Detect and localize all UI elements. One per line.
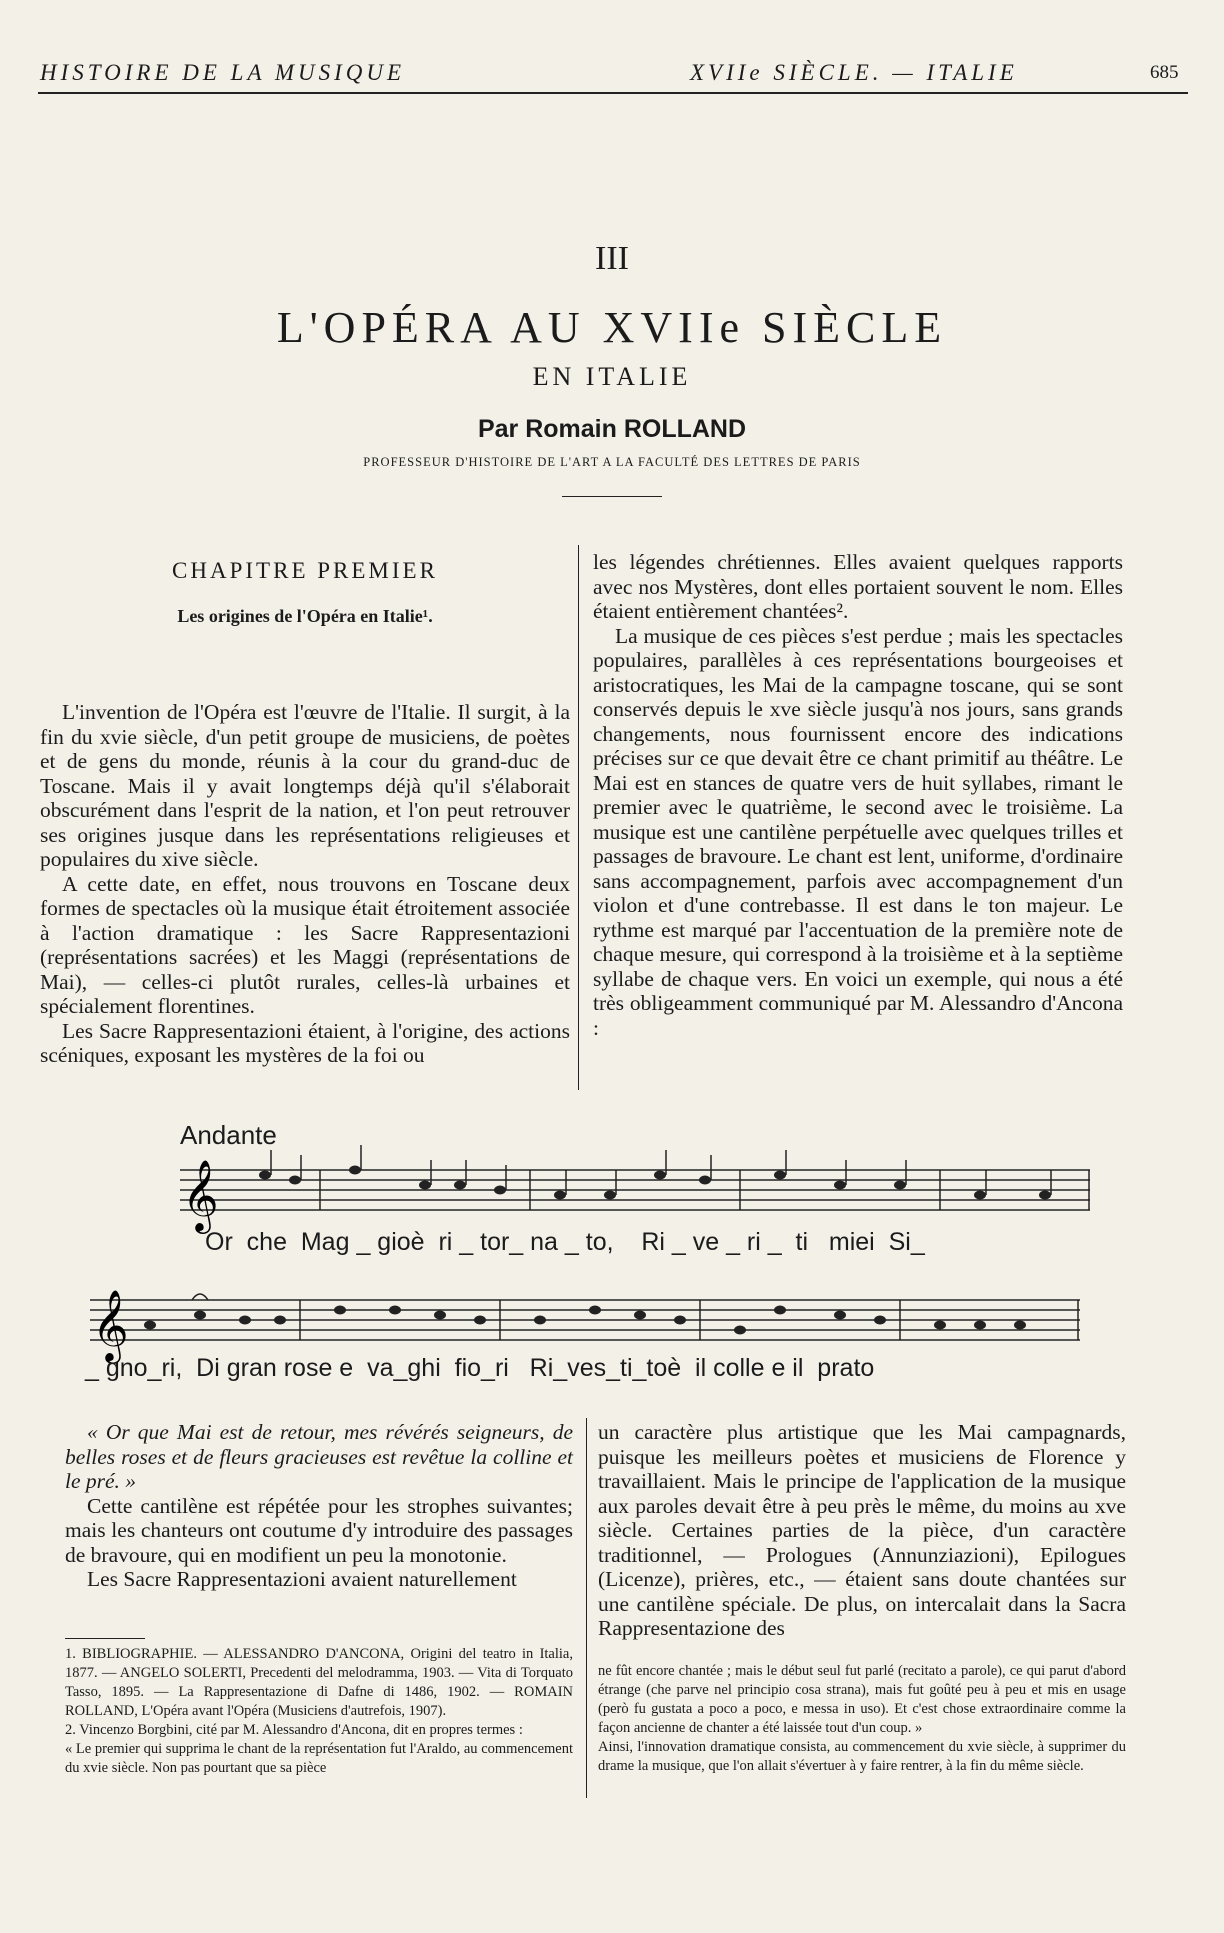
chapter-subtitle: Les origines de l'Opéra en Italie¹. (177, 606, 433, 626)
lyrics-line-2: _ gno_ri, Di gran rose e va_ghi fio_ri Ri_ves_ti_toè il colle e il prato (85, 1354, 875, 1382)
quote: « Or que Mai est de retour, mes révérés seigneurs, de belles roses et de fleurs gracieuses est revêtue la colline et le pré. » (65, 1420, 573, 1493)
author-name: Par Romain ROLLAND (477, 415, 747, 443)
paragraph: Les Sacre Rappresentazioni étaient, à l'origine, des actions scéniques, exposant les mystères de la foi ou (40, 1018, 570, 1067)
paragraph: un caractère plus artistique que les Mai campagnards, puisque les meilleurs poètes et musiciens de Florence y travaillaient. Mais le principe de l'application de la musique aux paroles devait être à peu près le même, du moins au xve siècle. Certaines parties de la pièce, d'un caractère traditionnel, — Prologues (Annunziazioni), Epilogues (Licenze), prières, etc., — étaient sans doute chantées sur une cantilène spéciale. De plus, on intercalait dans la Sacra Rappresentazione des (598, 1420, 1126, 1640)
column-divider-lower (586, 1418, 587, 1798)
running-header-right: XVIIe SIÈCLE. — ITALIE (690, 60, 1018, 85)
fermata-icon (192, 1294, 208, 1300)
footnote: ne fût encore chantée ; mais le début seul fut parlé (recitato a parole), ce qui parut d'abord étrange (che parve nel principio cosa strana), mais fut goûté peu à peu et mis en usage (però fu gustata a poco a poco, e messa in uso). Et c'est chose extraordinaire comme la façon ancienne de chanter a été laissée tout d'un coup. » (598, 1663, 1126, 1736)
treble-clef-icon: 𝄞 (92, 1288, 129, 1361)
footnote-rule (65, 1638, 145, 1639)
title-rule (562, 496, 662, 497)
staff-1 (180, 1170, 1090, 1210)
footnotes-left (65, 1645, 573, 1778)
lower-left-text (65, 1420, 573, 1592)
left-column-text (40, 700, 570, 1068)
lower-right-text (598, 1420, 1126, 1641)
treble-clef-icon: 𝄞 (182, 1158, 219, 1231)
column-divider (578, 545, 579, 1090)
paragraph: les légendes chrétiennes. Elles avaient quelques rapports avec nos Mystères, dont elles portaient souvent le nom. Elles étaient entièrement chantées². (593, 550, 1123, 623)
header-rule (38, 92, 1188, 94)
footnotes-right (598, 1662, 1126, 1776)
running-header-left: HISTOIRE DE LA MUSIQUE (40, 60, 406, 85)
chapter-number: III (595, 240, 629, 277)
right-column-text (593, 550, 1123, 1040)
footnote: 1. BIBLIOGRAPHIE. — ALESSANDRO D'ANCONA, Origini del teatro in Italia, 1877. — ANGELO SOLERTI, Precedenti del melodramma, 1903. — Vita di Torquato Tasso, 1895. — La Rappresentazione di Dafne di 1486, 1902. — ROMAIN ROLLAND, L'Opéra avant l'Opéra (Musiciens d'autrefois, 1907). (65, 1646, 573, 1719)
paragraph: A cette date, en effet, nous trouvons en Toscane deux formes de spectacles où la musique était étroitement associée à l'action dramatique : les Sacre Rappresentazioni (représentations sacrées) et les Maggi (représentations de Mai), — celles-ci plutôt rurales, celles-là urbaines et spécialement florentines. (40, 871, 570, 1018)
page-title: L'OPÉRA AU XVIIe SIÈCLE (276, 303, 948, 352)
footnote: « Le premier qui supprima le chant de la représentation fut l'Araldo, au commencement du xvie siècle. Non pas pourtant que sa pièce (65, 1741, 573, 1776)
footnote: 2. Vincenzo Borgbini, cité par M. Alessandro d'Ancona, dit en propres termes : (65, 1722, 523, 1738)
paragraph: Cette cantilène est répétée pour les strophes suivantes; mais les chanteurs ont coutume d'y introduire des passages de bravoure, qui en modifient un peu la monotonie. (65, 1493, 573, 1567)
paragraph: Les Sacre Rappresentazioni avaient naturellement (87, 1567, 517, 1591)
footnote: Ainsi, l'innovation dramatique consista, au commencement du xvie siècle, à supprimer du drame la musique, que l'on allait s'évertuer à y faire rentrer, à la fin du même siècle. (598, 1739, 1126, 1774)
tempo-marking: Andante (180, 1120, 277, 1150)
staff-2 (90, 1300, 1080, 1340)
paragraph: La musique de ces pièces s'est perdue ; mais les spectacles populaires, parallèles à ces représentations bourgeoises et aristocratiques, les Mai de la campagne toscane, qui se sont conservés depuis le xve siècle jusqu'à nos jours, sans grands changements, nous fournissent encore des indications précises sur ce que devait être ce chant primitif au théâtre. Le Mai est en stances de quatre vers de huit syllabes, rimant le premier avec le quatrième, le second avec le troisième. La musique est une cantilène perpétuelle avec quelques trilles et passages de bravoure. Le chant est lent, uniforme, d'ordinaire sans accompagnement, parfois avec accompagnement d'un violon et d'une contrebasse. Il est dans le ton majeur. Le rythme est marqué par l'accentuation de la première note de chaque mesure, qui correspond à la troisième et à la septième syllabe de chaque vers. En voici un exemple, qui nous a été très obligeamment communiqué par M. Alessandro d'Ancona : (593, 623, 1123, 1040)
page-subtitle: EN ITALIE (532, 362, 692, 391)
page-number: 685 (1150, 62, 1179, 83)
chapter-title: CHAPITRE PREMIER (172, 558, 438, 583)
lyrics-line-1: Or che Mag _ gioè ri _ tor_ na _ to, Ri _ ve _ ri _ ti miei Si_ (205, 1228, 925, 1256)
paragraph: L'invention de l'Opéra est l'œuvre de l'Italie. Il surgit, à la fin du xvie siècle, d'un petit groupe de musiciens, de poètes et de gens du monde, réunis à la cour du grand-duc de Toscane. Mais il y avait longtemps déjà qu'il s'élaborait obscurément dans l'esprit de la nation, et l'on peut retrouver ses origines jusque dans les représentations religieuses et populaires du xive siècle. (40, 700, 570, 871)
author-role: PROFESSEUR D'HISTOIRE DE L'ART A LA FACULTÉ DES LETTRES DE PARIS (363, 455, 861, 469)
